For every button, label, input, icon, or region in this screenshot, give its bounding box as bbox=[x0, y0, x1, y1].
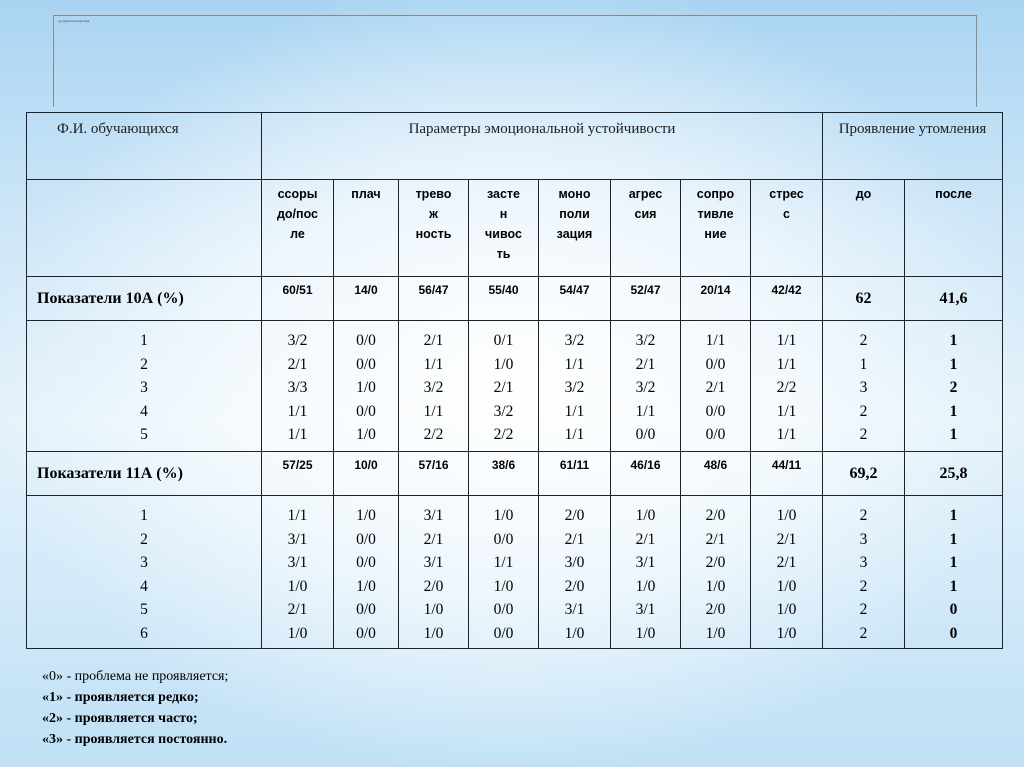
header-name: Ф.И. обучающихся bbox=[27, 113, 262, 180]
summary-value: 14/0 bbox=[334, 277, 399, 321]
class-10a-summary-row bbox=[27, 277, 1003, 321]
summary-value: 54/47 bbox=[539, 277, 611, 321]
header-row bbox=[27, 113, 1003, 180]
summary-value: 38/6 bbox=[469, 452, 539, 496]
summary-value: 46/16 bbox=[611, 452, 681, 496]
subheader-before: до bbox=[823, 180, 905, 277]
data-column: 3/1 2/1 3/1 2/0 1/0 1/0 bbox=[399, 496, 469, 649]
header-fatigue: Проявление утомления bbox=[823, 113, 1003, 180]
subheader-after: после bbox=[905, 180, 1003, 277]
data-column: 0/0 0/0 1/0 0/0 1/0 bbox=[334, 321, 399, 452]
legend-item: «3» - проявляется постоянно. bbox=[42, 732, 228, 747]
data-column: 3/2 2/1 3/3 1/1 1/1 bbox=[262, 321, 334, 452]
data-column: 1/1 1/1 2/2 1/1 1/1 bbox=[751, 321, 823, 452]
data-column: 1/0 0/0 1/1 1/0 0/0 0/0 bbox=[469, 496, 539, 649]
data-column: 1/0 0/0 0/0 1/0 0/0 0/0 bbox=[334, 496, 399, 649]
summary-value: 60/51 bbox=[262, 277, 334, 321]
summary-value: 61/11 bbox=[539, 452, 611, 496]
data-column: 1/1 0/0 2/1 0/0 0/0 bbox=[681, 321, 751, 452]
class-11a-data-row bbox=[27, 496, 1003, 649]
fatigue-after: 41,6 bbox=[905, 277, 1003, 321]
summary-value: 57/16 bbox=[399, 452, 469, 496]
summary-value: 57/25 bbox=[262, 452, 334, 496]
title-small-text: д-р педагогических наук bbox=[58, 19, 90, 23]
subheader-anxiety: трево ж ность bbox=[399, 180, 469, 277]
summary-value: 55/40 bbox=[469, 277, 539, 321]
fatigue-before: 69,2 bbox=[823, 452, 905, 496]
data-column: 2/0 2/1 2/0 1/0 2/0 1/0 bbox=[681, 496, 751, 649]
data-column: 0/1 1/0 2/1 3/2 2/2 bbox=[469, 321, 539, 452]
header-params: Параметры эмоциональной устойчивости bbox=[262, 113, 823, 180]
class-10a-label: Показатели 10А (%) bbox=[27, 277, 262, 321]
subheader-quarrels: ссоры до/пос ле bbox=[262, 180, 334, 277]
legend bbox=[42, 666, 228, 750]
summary-value: 20/14 bbox=[681, 277, 751, 321]
subheader-row bbox=[27, 180, 1003, 277]
data-column: 2/0 2/1 3/0 2/0 3/1 1/0 bbox=[539, 496, 611, 649]
summary-value: 44/11 bbox=[751, 452, 823, 496]
data-column: 1/0 2/1 3/1 1/0 3/1 1/0 bbox=[611, 496, 681, 649]
summary-value: 48/6 bbox=[681, 452, 751, 496]
class-11a-label: Показатели 11А (%) bbox=[27, 452, 262, 496]
legend-item: «1» - проявляется редко; bbox=[42, 690, 199, 705]
empty-cell bbox=[27, 180, 262, 277]
subheader-resistance: сопро тивле ние bbox=[681, 180, 751, 277]
data-column: 1/0 2/1 2/1 1/0 1/0 1/0 bbox=[751, 496, 823, 649]
summary-value: 52/47 bbox=[611, 277, 681, 321]
before-column: 2 1 3 2 2 bbox=[823, 321, 905, 452]
class-10a-data-row bbox=[27, 321, 1003, 452]
subheader-crying: плач bbox=[334, 180, 399, 277]
subheader-monopolization: моно поли зация bbox=[539, 180, 611, 277]
after-column: 1 1 1 1 0 0 bbox=[905, 496, 1003, 649]
data-column: 3/2 2/1 3/2 1/1 0/0 bbox=[611, 321, 681, 452]
legend-item: «0» - проблема не проявляется; bbox=[42, 669, 229, 684]
data-column: 3/2 1/1 3/2 1/1 1/1 bbox=[539, 321, 611, 452]
class-11a-summary-row bbox=[27, 452, 1003, 496]
subheader-shyness: засте н чивос ть bbox=[469, 180, 539, 277]
before-column: 2 3 3 2 2 2 bbox=[823, 496, 905, 649]
legend-item: «2» - проявляется часто; bbox=[42, 711, 198, 726]
after-column: 1 1 2 1 1 bbox=[905, 321, 1003, 452]
data-column: 2/1 1/1 3/2 1/1 2/2 bbox=[399, 321, 469, 452]
summary-value: 10/0 bbox=[334, 452, 399, 496]
student-numbers: 1 2 3 4 5 bbox=[27, 321, 262, 452]
subheader-aggression: агрес сия bbox=[611, 180, 681, 277]
fatigue-before: 62 bbox=[823, 277, 905, 321]
summary-value: 42/42 bbox=[751, 277, 823, 321]
emotional-stability-table bbox=[26, 112, 1003, 649]
student-numbers: 1 2 3 4 5 6 bbox=[27, 496, 262, 649]
summary-value: 56/47 bbox=[399, 277, 469, 321]
subheader-stress: стрес с bbox=[751, 180, 823, 277]
data-column: 1/1 3/1 3/1 1/0 2/1 1/0 bbox=[262, 496, 334, 649]
fatigue-after: 25,8 bbox=[905, 452, 1003, 496]
slide-title-placeholder bbox=[53, 15, 977, 107]
